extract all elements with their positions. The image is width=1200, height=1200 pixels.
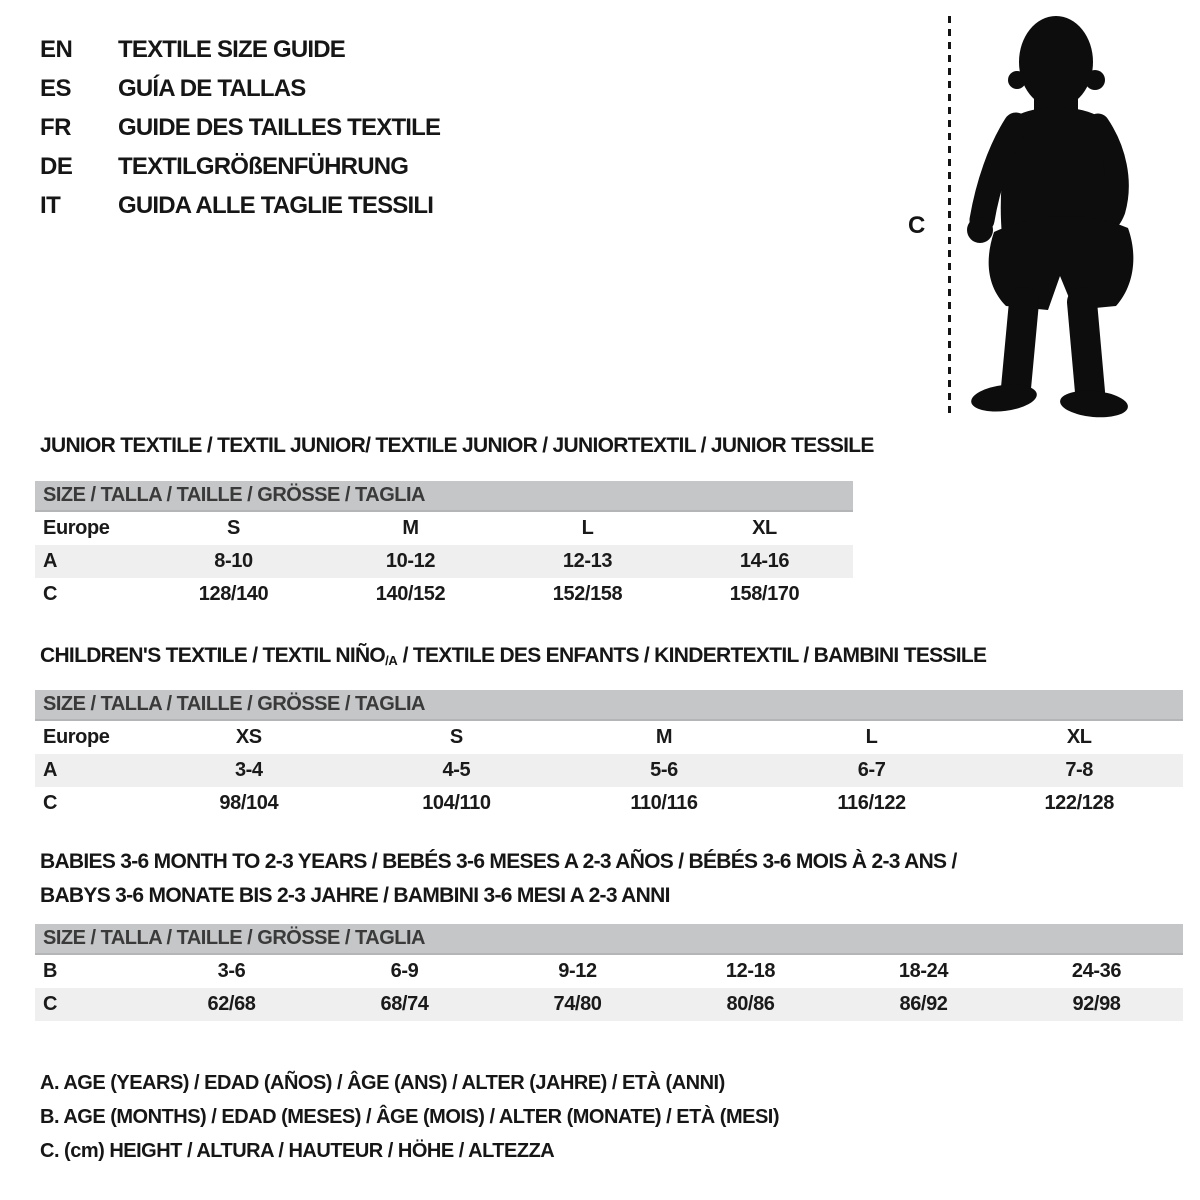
row-label: B bbox=[43, 960, 58, 982]
language-code: DE bbox=[40, 153, 73, 180]
height-cell: 98/104 bbox=[219, 792, 279, 814]
language-row bbox=[40, 36, 440, 64]
height-cell: 62/68 bbox=[207, 993, 256, 1015]
row-label: C bbox=[43, 993, 58, 1015]
size-cell: L bbox=[865, 726, 878, 748]
language-code: IT bbox=[40, 192, 61, 219]
height-cell: 104/110 bbox=[422, 792, 491, 814]
age-cell: 12-13 bbox=[562, 550, 613, 572]
age-cell: 7-8 bbox=[1065, 759, 1094, 781]
size-header-bar: SIZE / TALLA / TAILLE / GRÖSSE / TAGLIA bbox=[35, 690, 1183, 721]
age-cell: 9-12 bbox=[558, 960, 597, 982]
language-code: ES bbox=[40, 75, 72, 102]
legend-line-b: B. AGE (MONTHS) / EDAD (MESES) / ÂGE (MOIS) / ALTER (MONATE) / ETÀ (MESI) bbox=[40, 1106, 780, 1128]
height-cell: 92/98 bbox=[1072, 993, 1121, 1015]
size-cell: XL bbox=[752, 517, 777, 539]
language-row bbox=[40, 75, 440, 103]
language-row bbox=[40, 192, 440, 220]
size-cell: M bbox=[402, 517, 419, 539]
height-cell: 152/158 bbox=[552, 583, 623, 605]
legend-line-a: A. AGE (YEARS) / EDAD (AÑOS) / ÂGE (ANS) / ALTER (JAHRE) / ETÀ (ANNI) bbox=[40, 1072, 725, 1094]
language-title-block bbox=[40, 36, 440, 220]
language-row bbox=[40, 114, 440, 142]
height-cell: 140/152 bbox=[375, 583, 446, 605]
table-row bbox=[35, 578, 853, 611]
height-cell: 110/116 bbox=[630, 792, 698, 814]
size-cell: L bbox=[581, 517, 594, 539]
row-label: Europe bbox=[43, 726, 110, 748]
language-title: GUIDA ALLE TAGLIE TESSILI bbox=[118, 192, 434, 219]
size-cell: S bbox=[449, 726, 463, 748]
row-label: A bbox=[43, 759, 58, 781]
table-row bbox=[35, 988, 1183, 1021]
legend-block bbox=[40, 1072, 779, 1163]
legend-line-c: C. (cm) HEIGHT / ALTURA / HAUTEUR / HÖHE / ALTEZZA bbox=[40, 1140, 555, 1162]
height-cell: 74/80 bbox=[553, 993, 602, 1015]
age-cell: 14-16 bbox=[739, 550, 790, 572]
language-code: FR bbox=[40, 114, 71, 141]
section-title-children bbox=[40, 644, 986, 668]
size-cell: S bbox=[227, 517, 240, 539]
age-cell: 24-36 bbox=[1071, 960, 1122, 982]
table-row bbox=[35, 787, 1183, 820]
height-cell: 68/74 bbox=[380, 993, 429, 1015]
height-measure-label: C bbox=[908, 212, 926, 239]
table-row bbox=[35, 512, 853, 545]
height-cell: 86/92 bbox=[899, 993, 948, 1015]
age-cell: 4-5 bbox=[442, 759, 471, 781]
row-label: Europe bbox=[43, 517, 110, 539]
age-cell: 18-24 bbox=[898, 960, 949, 982]
table-row bbox=[35, 754, 1183, 787]
height-cell: 158/170 bbox=[729, 583, 800, 605]
age-cell: 12-18 bbox=[725, 960, 776, 982]
children-title-subscript: /A bbox=[385, 653, 398, 668]
language-code: EN bbox=[40, 36, 73, 63]
language-title: TEXTILE SIZE GUIDE bbox=[118, 36, 345, 63]
size-header-bar: SIZE / TALLA / TAILLE / GRÖSSE / TAGLIA bbox=[35, 924, 1183, 955]
toddler-silhouette-icon bbox=[960, 10, 1145, 418]
table-row bbox=[35, 721, 1183, 754]
children-title-suffix: / TEXTILE DES ENFANTS / KINDERTEXTIL / BAMBINI TESSILE bbox=[397, 644, 987, 667]
height-cell: 116/122 bbox=[837, 792, 906, 814]
age-cell: 8-10 bbox=[214, 550, 253, 572]
babies-size-table bbox=[35, 924, 1183, 1021]
row-label: C bbox=[43, 583, 58, 605]
height-cell: 128/140 bbox=[198, 583, 269, 605]
size-cell: M bbox=[655, 726, 673, 748]
row-label: A bbox=[43, 550, 58, 572]
age-cell: 3-6 bbox=[217, 960, 246, 982]
table-row bbox=[35, 545, 853, 578]
children-title-prefix: CHILDREN'S TEXTILE / TEXTIL NIÑO bbox=[40, 644, 386, 667]
age-cell: 3-4 bbox=[234, 759, 263, 781]
language-row bbox=[40, 153, 440, 181]
height-cell: 122/128 bbox=[1044, 792, 1114, 814]
height-cell: 80/86 bbox=[726, 993, 775, 1015]
language-title: GUIDE DES TAILLES TEXTILE bbox=[118, 114, 441, 141]
size-cell: XS bbox=[235, 726, 262, 748]
row-label: C bbox=[43, 792, 58, 814]
size-header-bar: SIZE / TALLA / TAILLE / GRÖSSE / TAGLIA bbox=[35, 481, 853, 512]
age-cell: 5-6 bbox=[650, 759, 678, 781]
junior-size-table bbox=[35, 481, 853, 611]
section-title-babies-line1: BABIES 3-6 MONTH TO 2-3 YEARS / BEBÉS 3-6 MESES A 2-3 AÑOS / BÉBÉS 3-6 MOIS À 2-3 ANS / bbox=[40, 850, 957, 873]
table-row bbox=[35, 955, 1183, 988]
height-dashed-line bbox=[948, 16, 951, 416]
children-size-table bbox=[35, 690, 1183, 820]
language-title: GUÍA DE TALLAS bbox=[118, 75, 306, 102]
section-title-babies-line2: BABYS 3-6 MONATE BIS 2-3 JAHRE / BAMBINI 3-6 MESI A 2-3 ANNI bbox=[40, 884, 670, 907]
size-cell: XL bbox=[1066, 726, 1092, 748]
section-title-junior: JUNIOR TEXTILE / TEXTIL JUNIOR/ TEXTILE JUNIOR / JUNIORTEXTIL / JUNIOR TESSILE bbox=[40, 434, 874, 457]
age-cell: 6-9 bbox=[390, 960, 419, 982]
age-cell: 10-12 bbox=[385, 550, 436, 572]
language-title: TEXTILGRÖßENFÜHRUNG bbox=[118, 153, 409, 180]
age-cell: 6-7 bbox=[857, 759, 886, 781]
